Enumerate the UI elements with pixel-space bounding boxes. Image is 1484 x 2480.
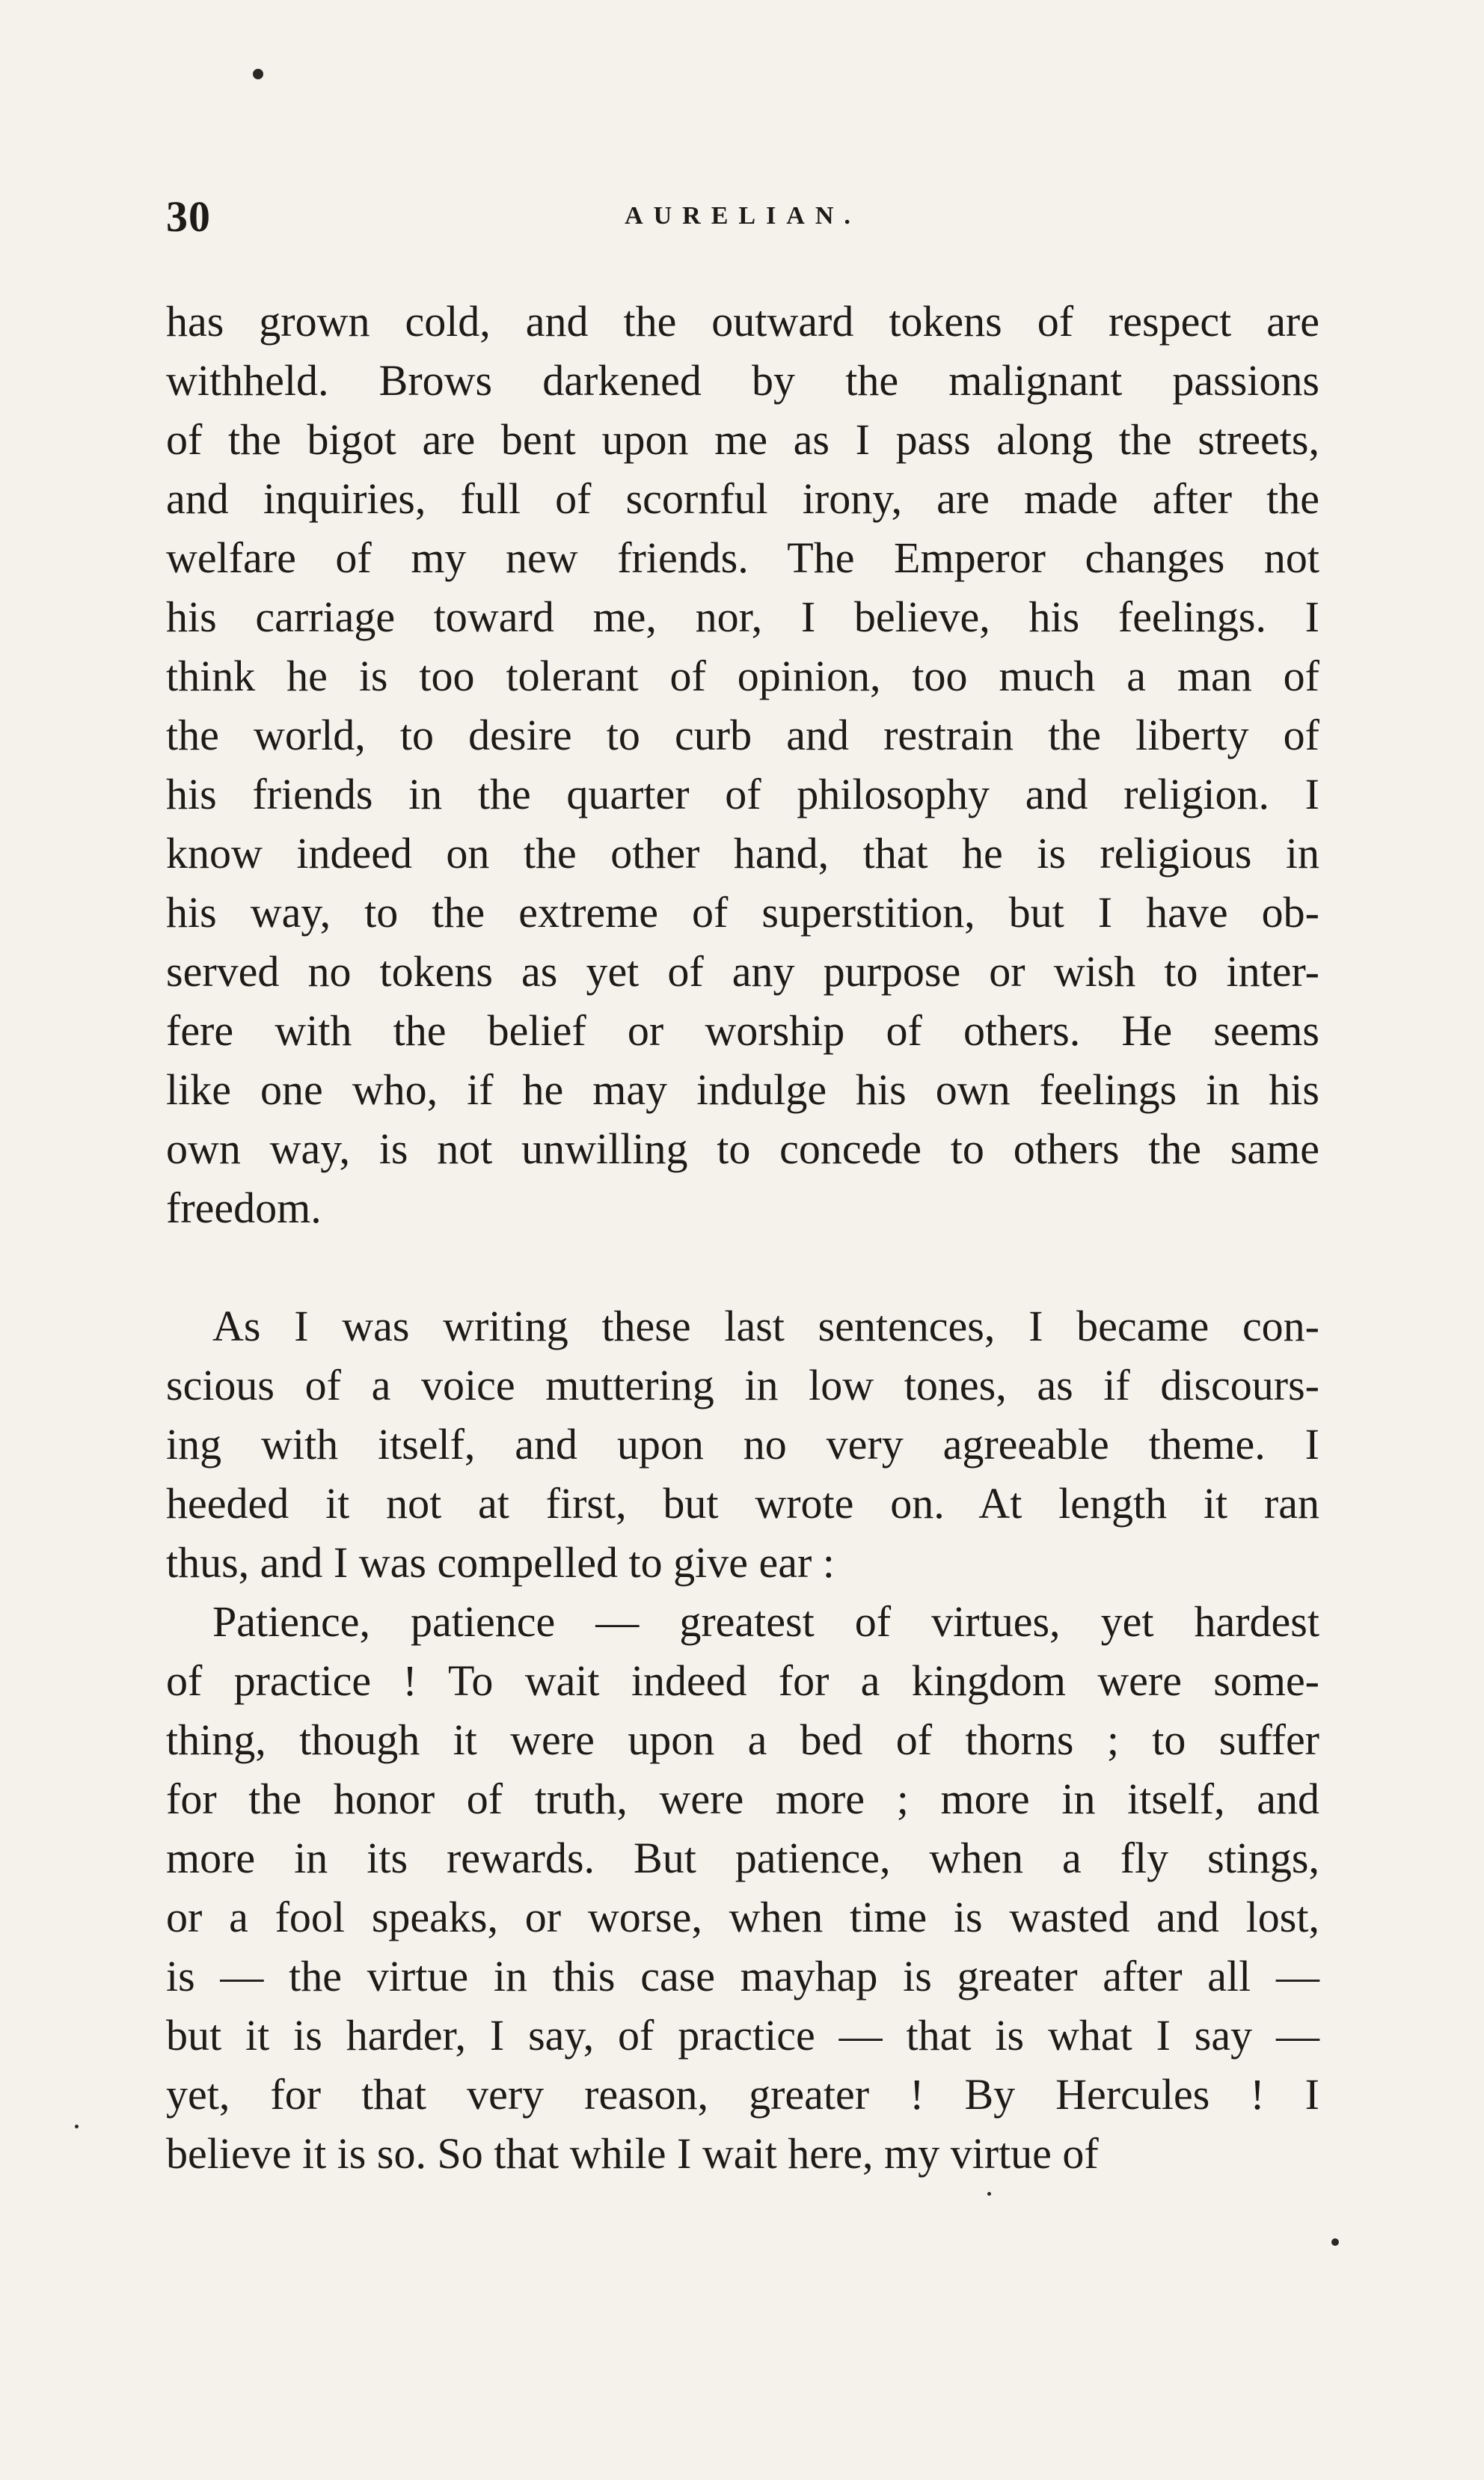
text-line: his carriage toward me, nor, I believe, his feelings. I (166, 593, 1319, 641)
running-title: AURELIAN. (625, 202, 861, 230)
page-header (166, 192, 1319, 244)
text-line: has grown cold, and the outward tokens of respect are (166, 297, 1319, 346)
text-line: think he is too tolerant of opinion, too much a man of (166, 652, 1319, 700)
text-line: like one who, if he may indulge his own feelings in his (166, 1065, 1319, 1114)
text-line: served no tokens as yet of any purpose or wish to inter- (166, 947, 1319, 996)
ink-speck (253, 69, 263, 79)
paragraph (166, 1296, 1319, 1592)
paragraph (166, 292, 1319, 1237)
page-number: 30 (166, 192, 211, 241)
paragraph-gap (166, 1237, 1319, 1296)
text-line: thing, though it were upon a bed of thorns ; to suffer (166, 1715, 1319, 1764)
text-line: fere with the belief or worship of others. He seems (166, 1006, 1319, 1055)
text-line: scious of a voice muttering in low tones, as if discours- (166, 1361, 1319, 1409)
text-line: his way, to the extreme of superstition, but I have ob- (166, 888, 1319, 937)
text-line: more in its rewards. But patience, when a fly stings, (166, 1834, 1319, 1882)
text-line: of practice ! To wait indeed for a kingdom were some- (166, 1656, 1319, 1705)
text-line: freedom. (166, 1184, 322, 1232)
text-line: thus, and I was compelled to give ear : (166, 1538, 835, 1587)
ink-speck (1331, 2238, 1339, 2246)
text-line: heeded it not at first, but wrote on. At length it ran (166, 1479, 1319, 1528)
text-line: is — the virtue in this case mayhap is greater after all — (166, 1952, 1319, 2000)
text-line: and inquiries, full of scornful irony, are made after the (166, 474, 1319, 523)
text-line: the world, to desire to curb and restrain the liberty of (166, 711, 1319, 759)
text-line: As I was writing these last sentences, I became con- (212, 1302, 1319, 1350)
ink-speck (75, 2125, 79, 2128)
text-line: of the bigot are bent upon me as I pass along the streets, (166, 415, 1319, 464)
text-line: yet, for that very reason, greater ! By Hercules ! I (166, 2070, 1319, 2119)
text-line: or a fool speaks, or worse, when time is wasted and lost, (166, 1893, 1319, 1941)
text-line: welfare of my new friends. The Emperor changes not (166, 533, 1319, 582)
text-line: but it is harder, I say, of practice — that is what I say — (166, 2011, 1319, 2060)
text-line: Patience, patience — greatest of virtues, yet hardest (212, 1597, 1319, 1646)
text-line: own way, is not unwilling to concede to others the same (166, 1124, 1319, 1173)
ink-speck (987, 2192, 991, 2196)
text-line: ing with itself, and upon no very agreeable theme. I (166, 1420, 1319, 1469)
text-line: for the honor of truth, were more ; more in itself, and (166, 1775, 1319, 1823)
text-line: know indeed on the other hand, that he is religious in (166, 829, 1319, 878)
text-line: withheld. Brows darkened by the malignant passions (166, 356, 1319, 405)
body-text (166, 292, 1319, 2183)
paragraph (166, 1592, 1319, 2183)
text-line: his friends in the quarter of philosophy and religion. I (166, 770, 1319, 818)
text-line: believe it is so. So that while I wait here, my virtue of (166, 2129, 1099, 2178)
